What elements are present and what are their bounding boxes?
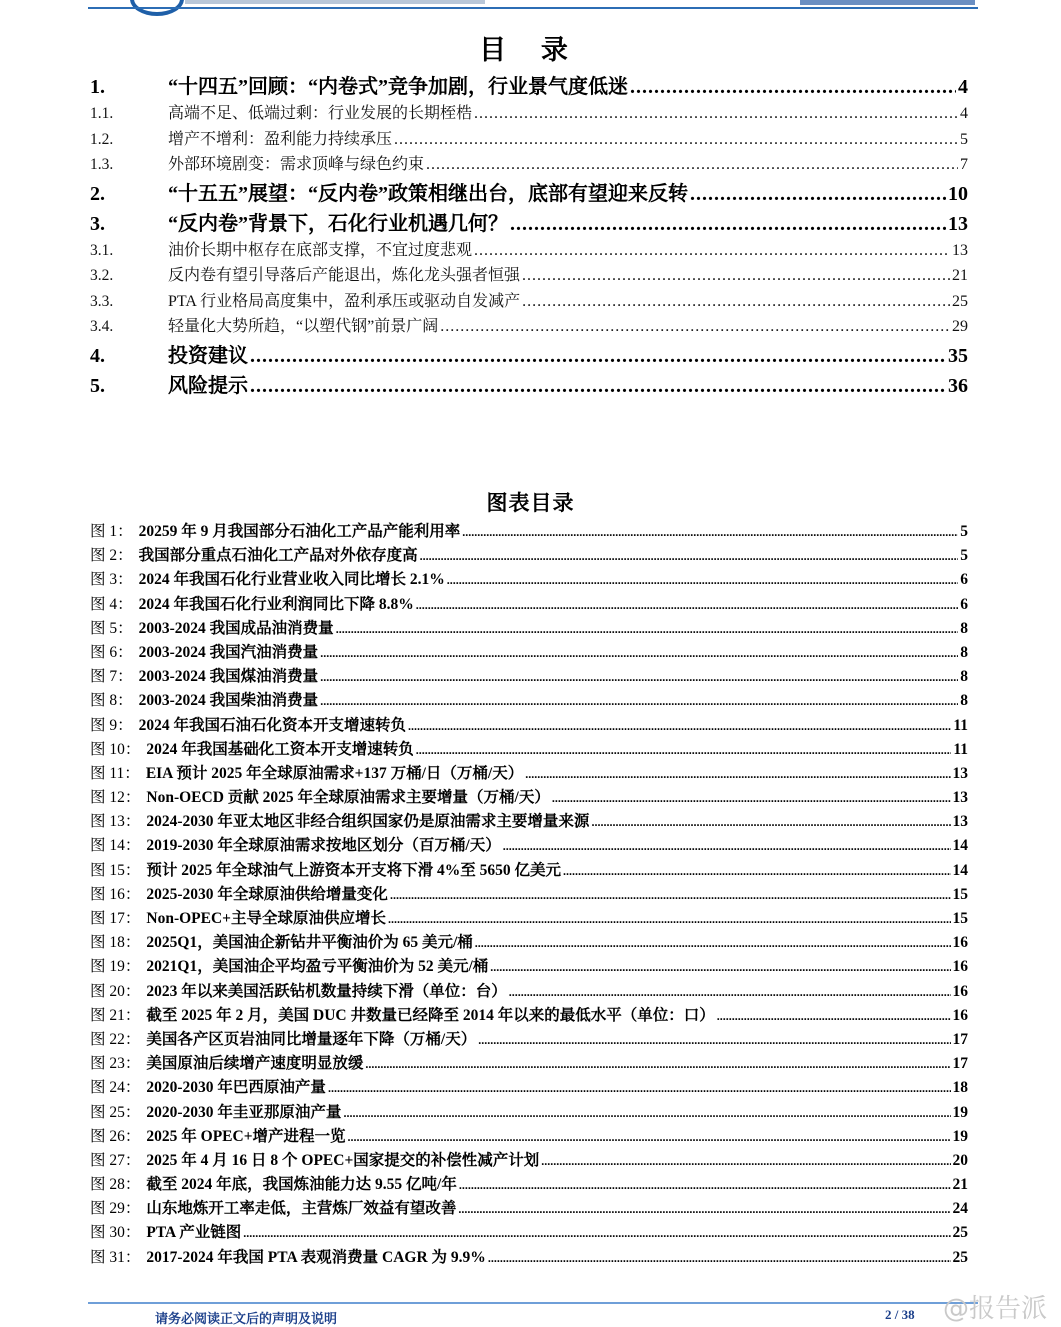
figure-entry-label[interactable]: 我国部分重点石油化工产品对外依存度高 bbox=[138, 547, 418, 565]
toc-entry-page[interactable]: 13 bbox=[952, 241, 968, 259]
figure-entry-page[interactable]: 19 bbox=[952, 1103, 968, 1121]
figure-entry[interactable] bbox=[90, 640, 968, 664]
dot-leader bbox=[426, 156, 958, 174]
figure-entry[interactable] bbox=[90, 882, 968, 906]
figure-entry-label[interactable]: 2025 年 OPEC+增产进程一览 bbox=[146, 1127, 346, 1145]
figure-entry-label[interactable]: 2003-2024 我国煤油消费量 bbox=[138, 668, 319, 686]
figure-entry-number: 图 25： bbox=[90, 1103, 141, 1121]
figure-entry-page[interactable]: 16 bbox=[952, 934, 968, 952]
dot-leader bbox=[503, 839, 951, 854]
figure-entry-number: 图 26： bbox=[90, 1127, 141, 1145]
figure-entry-label[interactable]: 2025-2030 年全球原油供给增量变化 bbox=[146, 885, 388, 903]
figure-entry-number: 图 27： bbox=[90, 1151, 141, 1169]
figure-entry-number: 图 20： bbox=[90, 982, 141, 1000]
table-of-contents bbox=[90, 70, 968, 399]
figure-entry-label[interactable]: 2024 年我国基础化工资本开支增速转负 bbox=[146, 740, 414, 758]
toc-heading: 目 录 bbox=[479, 35, 582, 65]
figure-entry[interactable] bbox=[90, 858, 968, 882]
dot-leader bbox=[388, 912, 950, 927]
figure-entry-page[interactable]: 17 bbox=[952, 1030, 968, 1048]
figure-entry-page[interactable]: 6 bbox=[960, 595, 968, 613]
dot-leader bbox=[541, 1154, 950, 1169]
figure-entry-number: 图 21： bbox=[90, 1006, 141, 1024]
figure-entry-page[interactable]: 14 bbox=[952, 837, 968, 855]
figure-entry[interactable] bbox=[90, 1100, 968, 1124]
figure-entry-number: 图 10： bbox=[90, 740, 141, 758]
figure-entry-page[interactable]: 15 bbox=[952, 885, 968, 903]
figure-list bbox=[90, 519, 968, 1269]
figure-entry-number: 图 19： bbox=[90, 958, 141, 976]
figure-entry-number: 图 12： bbox=[90, 789, 141, 807]
figure-entry-label[interactable]: PTA 产业链图 bbox=[146, 1224, 242, 1242]
figure-entry-page[interactable]: 25 bbox=[952, 1224, 968, 1242]
figure-entry[interactable] bbox=[90, 1075, 968, 1099]
toc-entry-number: 3.1. bbox=[90, 241, 114, 259]
figure-entry-page[interactable]: 16 bbox=[952, 958, 968, 976]
dot-leader bbox=[552, 791, 951, 806]
page-indicator: 2 / 38 bbox=[885, 1307, 915, 1322]
watermark: @报告派 bbox=[943, 1294, 1048, 1324]
figure-entry-number: 图 14： bbox=[90, 837, 141, 855]
figure-entry-label[interactable]: 2024-2030 年亚太地区非经合组织国家仍是原油需求主要增量来源 bbox=[146, 813, 590, 831]
toc-entry-number: 2. bbox=[90, 182, 105, 205]
figure-entry[interactable] bbox=[90, 713, 968, 737]
figure-entry[interactable] bbox=[90, 1196, 968, 1220]
figure-entry[interactable] bbox=[90, 737, 968, 761]
figure-entry-number: 图 22： bbox=[90, 1030, 141, 1048]
figure-entry-number: 图 31： bbox=[90, 1248, 141, 1266]
figure-entry-page[interactable]: 20 bbox=[952, 1151, 968, 1169]
footer-rule bbox=[88, 1302, 978, 1304]
header-rule bbox=[88, 7, 978, 9]
dot-leader bbox=[394, 131, 958, 149]
figure-entry-number: 图 23： bbox=[90, 1055, 141, 1073]
figure-entry-number: 图 17： bbox=[90, 910, 141, 927]
figure-entry-page[interactable]: 13 bbox=[952, 813, 968, 831]
figure-entry-label[interactable]: EIA 预计 2025 年全球原油需求+137 万桶/日（万桶/天） bbox=[145, 764, 524, 782]
dot-leader bbox=[320, 670, 958, 685]
figure-entry-number: 图 30： bbox=[90, 1224, 141, 1242]
toc-entry-label[interactable]: 投资建议 bbox=[168, 344, 248, 367]
figure-entry[interactable] bbox=[90, 1027, 968, 1051]
dot-leader bbox=[320, 646, 958, 661]
figure-entry-page[interactable]: 21 bbox=[952, 1176, 968, 1194]
toc-entry-label[interactable]: 外部环境剧变：需求顶峰与绿色约束 bbox=[168, 156, 425, 173]
figure-entry[interactable] bbox=[90, 543, 968, 567]
toc-entry[interactable] bbox=[90, 237, 968, 263]
figure-entry-label[interactable]: 2020-2030 年巴西原油产量 bbox=[146, 1079, 326, 1097]
figure-entry-label[interactable]: 截至 2024 年底，我国炼油能力达 9.55 亿吨/年 bbox=[146, 1176, 457, 1194]
dot-leader bbox=[630, 76, 956, 99]
toc-entry-number: 1.1. bbox=[90, 105, 114, 122]
dot-leader bbox=[447, 573, 958, 588]
figure-entry-label[interactable]: 2025 年 4 月 16 日 8 个 OPEC+国家提交的补偿性减产计划 bbox=[146, 1151, 540, 1169]
figure-entry-label[interactable]: 美国各产区页岩油同比增量逐年下降（万桶/天） bbox=[146, 1030, 477, 1048]
toc-entry-label[interactable]: 油价长期中枢存在底部支撑，不宜过度悲观 bbox=[168, 241, 473, 259]
toc-entry-page[interactable]: 25 bbox=[952, 292, 968, 310]
dot-leader bbox=[250, 345, 946, 368]
figure-entry-page[interactable]: 25 bbox=[952, 1248, 968, 1266]
dot-leader bbox=[408, 719, 951, 734]
figure-entry-label[interactable]: Non-OECD 贡献 2025 年全球原油需求主要增量（万桶/天） bbox=[146, 789, 550, 807]
toc-entry-page[interactable]: 5 bbox=[960, 130, 968, 148]
dot-leader bbox=[328, 1081, 951, 1096]
figure-entry-label[interactable]: 2003-2024 我国成品油消费量 bbox=[138, 619, 334, 637]
toc-entry-label[interactable]: 高端不足、低端过剩：行业发展的长期桎梏 bbox=[168, 105, 473, 122]
figure-entry-number: 图 3： bbox=[90, 571, 133, 589]
figure-entry-number: 图 7： bbox=[90, 668, 133, 686]
figure-entry-number: 图 1： bbox=[90, 523, 133, 540]
figure-entry-number: 图 5： bbox=[90, 619, 133, 637]
toc-entry-number: 1. bbox=[90, 76, 105, 98]
figure-entry-number: 图 11： bbox=[90, 764, 140, 782]
header-company-name bbox=[185, 0, 485, 4]
figure-entry-number: 图 6： bbox=[90, 643, 133, 661]
figure-entry-label[interactable]: 2024 年我国石化行业利润同比下降 8.8% bbox=[138, 595, 414, 613]
figure-entry[interactable] bbox=[90, 1220, 968, 1244]
toc-entry[interactable] bbox=[90, 288, 968, 314]
figure-entry-label[interactable]: 2017-2024 年我国 PTA 表观消费量 CAGR 为 9.9% bbox=[146, 1248, 486, 1266]
toc-entry[interactable] bbox=[90, 339, 968, 369]
dot-leader bbox=[458, 1202, 950, 1217]
figure-entry-page[interactable]: 16 bbox=[952, 982, 968, 1000]
dot-leader bbox=[336, 622, 959, 637]
dot-leader bbox=[416, 598, 958, 613]
figure-entry-page[interactable]: 8 bbox=[960, 643, 968, 661]
figure-entry-label[interactable]: 2019-2030 年全球原油需求按地区划分（百万桶/天） bbox=[146, 837, 501, 855]
dot-leader bbox=[474, 105, 958, 123]
dot-leader bbox=[250, 375, 946, 398]
toc-entry-page[interactable]: 36 bbox=[948, 374, 968, 397]
toc-entry-number: 4. bbox=[90, 344, 105, 367]
dot-leader bbox=[488, 1251, 951, 1266]
toc-entry-page[interactable]: 4 bbox=[958, 76, 968, 98]
figure-entry-number: 图 4： bbox=[90, 595, 133, 613]
figure-entry-label[interactable]: 截至 2025 年 2 月，美国 DUC 井数量已经降至 2014 年以来的最低水平（单位：口） bbox=[146, 1006, 715, 1024]
toc-entry[interactable] bbox=[90, 177, 968, 207]
figure-entry[interactable] bbox=[90, 1051, 968, 1075]
figure-entry-page[interactable]: 6 bbox=[960, 571, 968, 589]
figure-entry-page[interactable]: 24 bbox=[952, 1200, 968, 1218]
dot-leader bbox=[365, 1057, 950, 1072]
figure-entry[interactable] bbox=[90, 1003, 968, 1027]
toc-entry-label[interactable]: PTA 行业格局高度集中，盈利承压或驱动自发减产 bbox=[168, 292, 521, 310]
dot-leader bbox=[420, 549, 959, 564]
toc-entry[interactable] bbox=[90, 126, 968, 152]
figure-entry-number: 图 28： bbox=[90, 1176, 141, 1194]
dot-leader bbox=[522, 267, 950, 285]
figure-entry-page[interactable]: 5 bbox=[960, 523, 968, 540]
footer-disclaimer: 请务必阅读正文后的声明及说明 bbox=[155, 1312, 338, 1327]
figure-entry-page[interactable]: 5 bbox=[960, 547, 968, 565]
toc-entry-label[interactable]: “十五五”展望：“反内卷”政策相继出台，底部有望迎来反转 bbox=[168, 182, 688, 205]
dot-leader bbox=[563, 864, 950, 879]
dot-leader bbox=[320, 694, 958, 709]
figure-entry[interactable] bbox=[90, 688, 968, 712]
figure-entry[interactable] bbox=[90, 1172, 968, 1196]
figure-entry-page[interactable]: 16 bbox=[952, 1006, 968, 1024]
toc-entry[interactable] bbox=[90, 70, 968, 100]
dot-leader bbox=[591, 815, 950, 830]
toc-entry-label[interactable]: “反内卷”背景下，石化行业机遇几何？ bbox=[168, 212, 508, 235]
toc-entry-page[interactable]: 21 bbox=[952, 267, 968, 284]
figure-entry-page[interactable]: 19 bbox=[952, 1127, 968, 1145]
dot-leader bbox=[510, 213, 946, 236]
dot-leader bbox=[475, 936, 951, 951]
figure-entry[interactable] bbox=[90, 567, 968, 591]
dot-leader bbox=[525, 767, 950, 782]
figure-entry-page[interactable]: 15 bbox=[952, 910, 968, 927]
figure-entry[interactable] bbox=[90, 1148, 968, 1172]
toc-entry-number: 3.3. bbox=[90, 292, 114, 310]
dot-leader bbox=[490, 960, 950, 975]
figure-entry[interactable] bbox=[90, 809, 968, 833]
toc-entry-label[interactable]: 反内卷有望引导落后产能退出，炼化龙头强者恒强 bbox=[168, 267, 521, 284]
figure-entry[interactable] bbox=[90, 1245, 968, 1269]
toc-entry-number: 1.3. bbox=[90, 156, 114, 173]
dot-leader bbox=[690, 183, 946, 206]
figure-entry[interactable] bbox=[90, 979, 968, 1003]
figure-entry-number: 图 24： bbox=[90, 1079, 141, 1097]
dot-leader bbox=[390, 888, 951, 903]
figure-entry-label[interactable]: 美国原油后续增产速度明显放缓 bbox=[146, 1055, 364, 1073]
dot-leader bbox=[478, 1033, 950, 1048]
figure-entry-page[interactable]: 18 bbox=[952, 1079, 968, 1097]
toc-entry-page[interactable]: 29 bbox=[952, 318, 968, 335]
figure-entry-page[interactable]: 14 bbox=[952, 861, 968, 879]
dot-leader bbox=[462, 525, 958, 540]
figure-entry-label[interactable]: 2020-2030 年圭亚那原油产量 bbox=[146, 1103, 342, 1121]
toc-entry-label[interactable]: 增产不增利：盈利能力持续承压 bbox=[168, 130, 393, 148]
figure-entry-label[interactable]: 2025Q1，美国油企新钻井平衡油价为 65 美元/桶 bbox=[146, 934, 473, 952]
toc-entry[interactable] bbox=[90, 207, 968, 237]
dot-leader bbox=[459, 1178, 951, 1193]
figure-entry[interactable] bbox=[90, 1124, 968, 1148]
figure-entry[interactable] bbox=[90, 954, 968, 978]
figure-entry-number: 图 8： bbox=[90, 692, 133, 710]
dot-leader bbox=[348, 1130, 951, 1145]
toc-entry[interactable] bbox=[90, 100, 968, 126]
figure-entry-page[interactable]: 11 bbox=[953, 740, 968, 758]
dot-leader bbox=[416, 743, 952, 758]
toc-entry-number: 1.2. bbox=[90, 130, 114, 148]
toc-entry-number: 3.4. bbox=[90, 318, 114, 335]
figure-entry-number: 图 13： bbox=[90, 813, 141, 831]
figure-entry[interactable] bbox=[90, 664, 968, 688]
header-report-type bbox=[800, 0, 975, 5]
toc-entry-page[interactable]: 10 bbox=[948, 182, 968, 205]
figure-entry-page[interactable]: 11 bbox=[953, 716, 968, 734]
figure-entry-label[interactable]: 2024 年我国石化行业营业收入同比增长 2.1% bbox=[138, 571, 445, 589]
figure-entry-number: 图 9： bbox=[90, 716, 133, 734]
dot-leader bbox=[717, 1009, 951, 1024]
toc-entry-page[interactable]: 35 bbox=[948, 344, 968, 367]
figure-entry-page[interactable]: 8 bbox=[960, 619, 968, 637]
figure-entry-page[interactable]: 13 bbox=[952, 764, 968, 782]
toc-entry-page[interactable]: 4 bbox=[960, 105, 968, 122]
toc-entry-page[interactable]: 7 bbox=[960, 156, 968, 173]
toc-entry[interactable] bbox=[90, 262, 968, 288]
figure-entry-label[interactable]: 预计 2025 年全球油气上游资本开支将下滑 4%至 5650 亿美元 bbox=[146, 861, 562, 879]
figure-entry-number: 图 29： bbox=[90, 1200, 141, 1218]
figure-entry-page[interactable]: 8 bbox=[960, 692, 968, 710]
figure-entry-page[interactable]: 17 bbox=[952, 1055, 968, 1073]
dot-leader bbox=[343, 1106, 950, 1121]
figure-entry-number: 图 15： bbox=[90, 861, 141, 879]
dot-leader bbox=[243, 1226, 950, 1241]
figure-entry-number: 图 16： bbox=[90, 885, 141, 903]
figure-entry[interactable] bbox=[90, 592, 968, 616]
dot-leader bbox=[474, 242, 950, 260]
figure-entry-label[interactable]: 2021Q1，美国油企平均盈亏平衡油价为 52 美元/桶 bbox=[146, 958, 489, 976]
figure-entry[interactable] bbox=[90, 930, 968, 954]
figure-entry[interactable] bbox=[90, 906, 968, 930]
toc-entry[interactable] bbox=[90, 151, 968, 177]
figure-entry-label[interactable]: 2024 年我国石油石化资本开支增速转负 bbox=[138, 716, 407, 734]
dot-leader bbox=[509, 985, 951, 1000]
figure-entry-page[interactable]: 13 bbox=[952, 789, 968, 807]
figure-entry-label[interactable]: 20259 年 9 月我国部分石油化工产品产能利用率 bbox=[138, 523, 461, 540]
dot-leader bbox=[440, 318, 950, 336]
figure-entry[interactable] bbox=[90, 761, 968, 785]
figure-list-heading: 图表目录 bbox=[486, 491, 575, 515]
figure-entry-number: 图 18： bbox=[90, 934, 141, 952]
figure-entry[interactable] bbox=[90, 833, 968, 857]
figure-entry-label[interactable]: Non-OPEC+主导全球原油供应增长 bbox=[146, 910, 387, 927]
toc-entry-label[interactable]: 轻量化大势所趋，“以塑代钢”前景广阔 bbox=[168, 318, 439, 335]
figure-entry-label[interactable]: 2003-2024 我国柴油消费量 bbox=[138, 692, 319, 710]
toc-entry-page[interactable]: 13 bbox=[948, 212, 968, 235]
toc-entry[interactable] bbox=[90, 369, 968, 399]
figure-entry-label[interactable]: 2023 年以来美国活跃钻机数量持续下滑（单位：台） bbox=[146, 982, 507, 1000]
figure-entry[interactable] bbox=[90, 785, 968, 809]
toc-entry-label[interactable]: “十四五”回顾：“内卷式”竞争加剧，行业景气度低迷 bbox=[168, 76, 628, 98]
toc-entry-label[interactable]: 风险提示 bbox=[168, 374, 248, 397]
toc-entry-number: 5. bbox=[90, 374, 105, 397]
figure-entry-label[interactable]: 2003-2024 我国汽油消费量 bbox=[138, 643, 319, 661]
figure-entry-page[interactable]: 8 bbox=[960, 668, 968, 686]
figure-entry-label[interactable]: 山东地炼开工率走低，主营炼厂效益有望改善 bbox=[146, 1200, 457, 1218]
toc-entry-number: 3. bbox=[90, 212, 105, 235]
toc-entry-number: 3.2. bbox=[90, 267, 114, 284]
figure-entry[interactable] bbox=[90, 616, 968, 640]
dot-leader bbox=[522, 293, 950, 311]
toc-entry[interactable] bbox=[90, 313, 968, 339]
figure-entry-number: 图 2： bbox=[90, 547, 133, 565]
figure-entry[interactable] bbox=[90, 519, 968, 543]
